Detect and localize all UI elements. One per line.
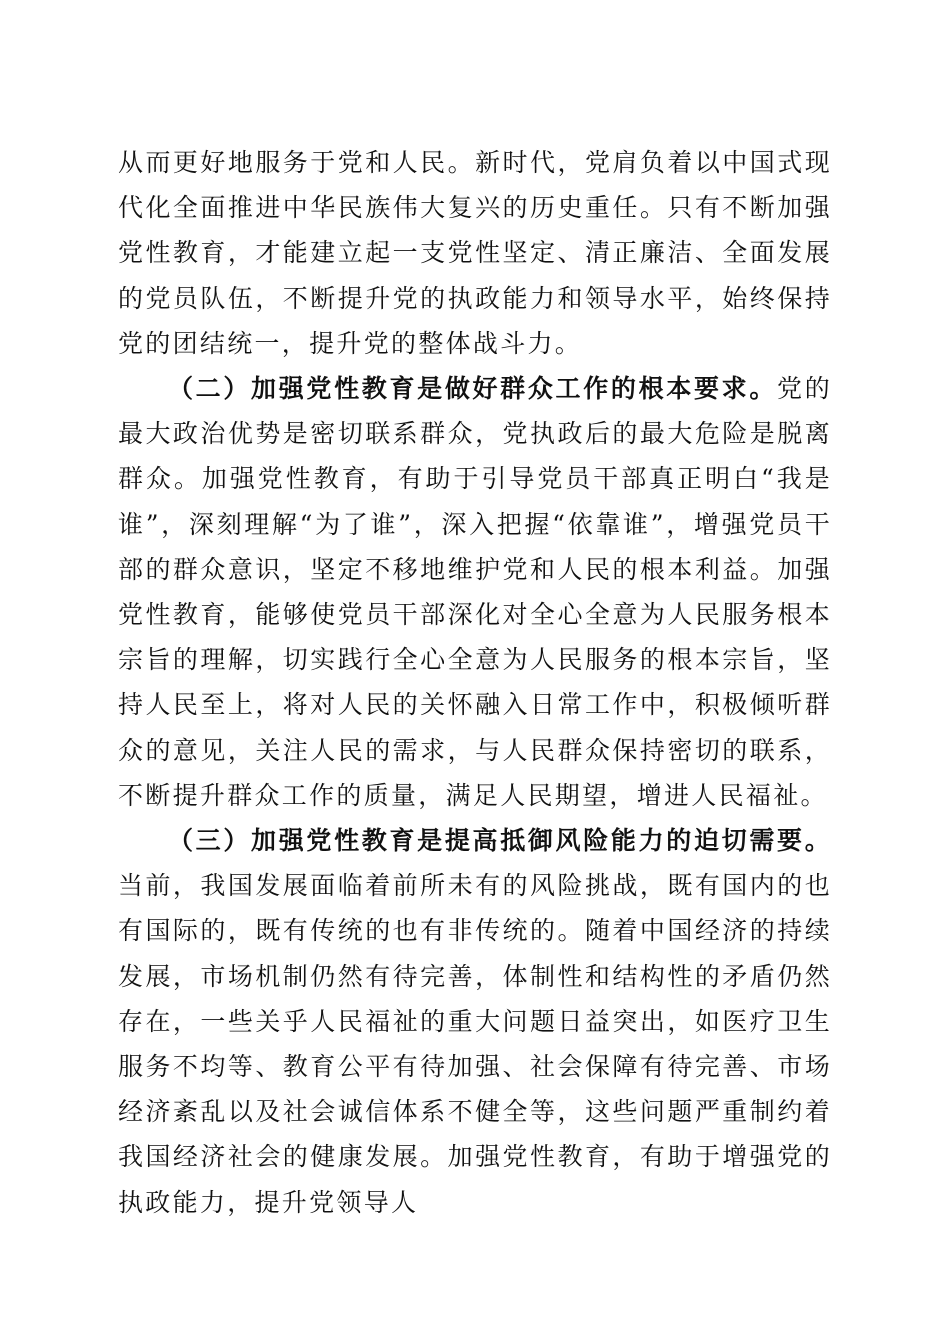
paragraph-2-heading: （二）加强党性教育是做好群众工作的根本要求。 bbox=[168, 374, 778, 404]
paragraph-3-heading: （三）加强党性教育是提高抵御风险能力的迫切需要。 bbox=[168, 826, 832, 856]
paragraph-1-text: 从而更好地服务于党和人民。新时代，党肩负着以中国式现代化全面推进中华民族伟大复兴的历史重任。只有不断加强党性教育，才能建立起一支党性坚定、清正廉洁、全面发展的党员队伍，不断提升党的执政能力和领导水平，始终保持党的团结统一，提升党的整体战斗力。 bbox=[118, 148, 832, 358]
paragraph-2-text: 党的最大政治优势是密切联系群众，党执政后的最大危险是脱离群众。加强党性教育，有助于引导党员干部真正明白“我是谁”，深刻理解“为了谁”，深入把握“依靠谁”，增强党员干部的群众意识，坚定不移地维护党和人民的根本利益。加强党性教育，能够使党员干部深化对全心全意为人民服务根本宗旨的理解，切实践行全心全意为人民服务的根本宗旨，坚持人民至上，将对人民的关怀融入日常工作中，积极倾听群众的意见，关注人民的需求，与人民群众保持密切的联系，不断提升群众工作的质量，满足人民期望，增进人民福祉。 bbox=[118, 374, 832, 810]
paragraph-2 bbox=[118, 366, 832, 818]
document-body bbox=[118, 140, 832, 1225]
paragraph-3 bbox=[118, 818, 832, 1225]
paragraph-1 bbox=[118, 140, 832, 366]
paragraph-3-text: 当前，我国发展面临着前所未有的风险挑战，既有国内的也有国际的，既有传统的也有非传统的。随着中国经济的持续发展，市场机制仍然有待完善，体制性和结构性的矛盾仍然存在，一些关乎人民福祉的重大问题日益突出，如医疗卫生服务不均等、教育公平有待加强、社会保障有待完善、市场经济紊乱以及社会诚信体系不健全等，这些问题严重制约着我国经济社会的健康发展。加强党性教育，有助于增强党的执政能力，提升党领导人 bbox=[118, 871, 832, 1217]
